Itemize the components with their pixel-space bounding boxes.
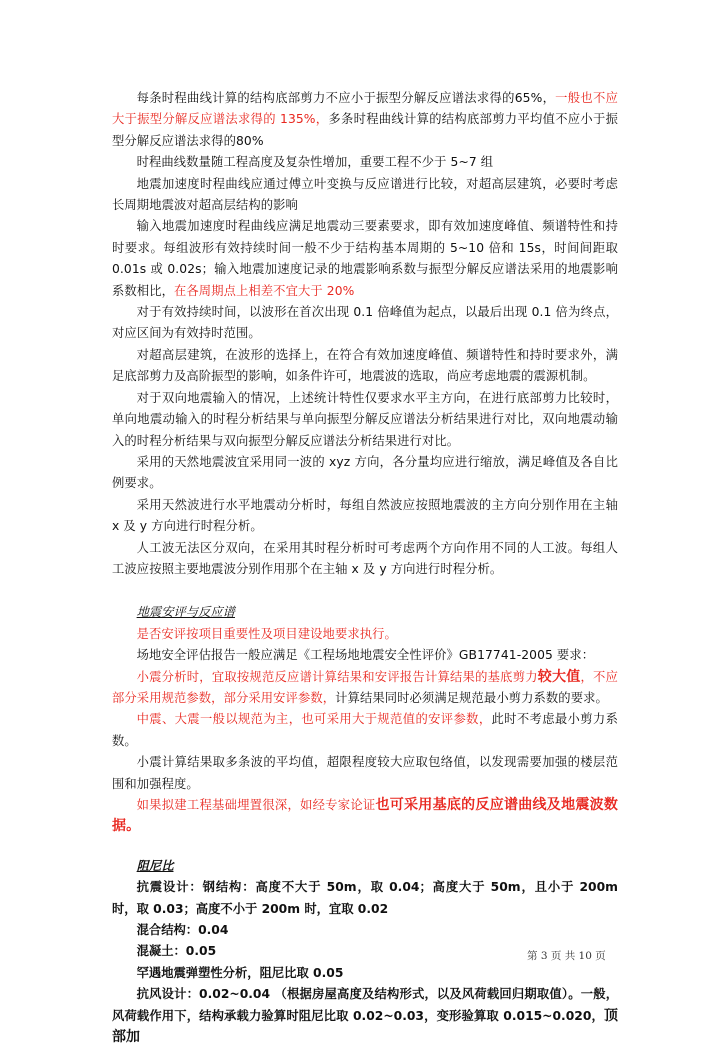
paragraph-wave-selection: 对超高层建筑，在波形的选择上，在符合有效加速度峰值、频谱特性和持时要求外，满足底部剪力及高阶振型的影响，如条件许可，地震波的选取，尚应考虑地震的震源机制。: [112, 347, 618, 384]
text-run: 此时不考虑最小剪力系数。: [112, 712, 618, 748]
paragraph-natural-wave-axis: 采用天然波进行水平地震动分析时，每组自然波应按照地震波的主方向分别作用在主轴 x 及 y 方向进行时程分析。: [112, 497, 618, 534]
paragraph-deep-foundation: [112, 795, 618, 838]
paragraph-artificial-wave: 人工波无法区分双向，在采用其时程分析时可考虑两个方向作用不同的人工波。每组人工波应按照主要地震波分别作用那个在主轴 x 及 y 方向进行时程分析。: [112, 540, 618, 576]
paragraph-duration: 对于有效持续时间，以波形在首次出现 0.1 倍峰值为起点，以最后出现 0.1 倍为终点，对应区间为有效持时范围。: [112, 305, 618, 341]
emphasis-text: 较大值: [537, 668, 581, 685]
highlight-text: ，不应部分采用规范参数，部分采用安评参数，: [112, 669, 618, 705]
paragraph-curve-count: 时程曲线数量随工程高度及复杂性增加，重要工程不少于 5~7 组: [136, 155, 494, 170]
text-run: 多条时程曲线计算的结构底部剪力平均值不应小于振型分解反应谱法求得的80%: [112, 112, 618, 148]
paragraph-wind-design: [112, 984, 618, 1048]
text-run: 抗风设计：0.02~0.04 （根据房屋高度及结构形式，以及风荷载回归期取值）。一般，风荷载作用下，结构承载力验算时阻尼比取 0.02~0.03，变形验算取 0.015~0.020，: [112, 987, 618, 1023]
section-heading-damping-ratio: 阻尼比: [136, 858, 174, 873]
text-run: 输入地震加速度时程曲线应满足地震动三要素要求，即有效加速度峰值、频谱特性和持时要求。每组波形有效持续时间一般不少于结构基本周期的 5~10 倍和 15s，时间间距取 0.01s 或 0.02s；输入地震加速度记录的地震影响系数与振型分解反应谱法采用的地震影响系数相比，: [112, 219, 618, 298]
paragraph-evaluation-requirement: 是否安评按项目重要性及项目建设地要求执行。: [136, 626, 397, 641]
emphasis-text: 也可采用基底的反应谱曲线及地震波数据。: [112, 797, 618, 835]
spacer: [112, 838, 618, 856]
text-run: 每条时程曲线计算的结构底部剪力不应小于振型分解反应谱法求得的65%，: [136, 91, 556, 105]
paragraph-rare-earthquake: 罕遇地震弹塑性分析，阻尼比取 0.05: [136, 965, 344, 980]
paragraph-bidirectional: 对于双向地震输入的情况，上述统计特性仅要求水平主方向，在进行底部剪力比较时，单向地震动输入的时程分析结果与单向振型分解反应谱法分析结果进行对比，双向地震动输入的时程分析结果与双向振型分解反应谱法分析结果进行对比。: [112, 390, 618, 448]
paragraph-small-earthquake: [112, 667, 618, 710]
highlight-text: 一般也不应大于振型分解反应谱法求得的 135%，: [112, 91, 618, 127]
emphasis-text: 顶部加: [112, 1007, 618, 1046]
section-heading-safety-evaluation: 地震安评与反应谱: [136, 605, 235, 620]
paragraph-natural-wave-xyz: 采用的天然地震波宜采用同一波的 xyz 方向，各分量均应进行缩放，满足峰值及各自比例要求。: [112, 454, 618, 491]
highlight-text: 中震、大震一般以规范为主，也可采用大于规范值的安评参数，: [136, 712, 492, 727]
paragraph-concrete: 混凝土：0.05: [136, 944, 217, 959]
page-content: [112, 88, 618, 1048]
paragraph-medium-large-earthquake: [112, 709, 618, 752]
paragraph-seismic-steel: 抗震设计：钢结构：高度不大于 50m，取 0.04；高度大于 50m，且小于 200m 时，取 0.03；高度不小于 200m 时，宜取 0.02: [112, 880, 618, 916]
text-run: 计算结果同时必须满足规范最小剪力系数的要求。: [335, 690, 608, 705]
page-number: 第 3 页 共 10 页: [527, 950, 606, 962]
paragraph-base-shear: [112, 88, 618, 152]
highlight-text: 在各周期点上相差不宜大于 20%: [174, 283, 355, 298]
paragraph-average-envelope: 小震计算结果取多条波的平均值，超限程度较大应取包络值，以发现需要加强的楼层范围和加强程度。: [112, 755, 618, 791]
paragraph-mixed-structure: 混合结构：0.04: [136, 923, 229, 938]
paragraph-report-standard: 场地安全评估报告一般应满足《工程场地地震安全性评价》GB17741-2005 要求：: [136, 648, 595, 663]
paragraph-three-elements: [112, 216, 618, 302]
spacer: [112, 580, 618, 602]
highlight-text: 如果拟建工程基础埋置很深，如经专家论证: [136, 798, 376, 812]
highlight-text: 小震分析时，宜取按规范反应谱计算结果和安评报告计算结果的基底剪力: [136, 669, 538, 684]
paragraph-fourier: 地震加速度时程曲线应通过傅立叶变换与反应谱进行比较，对超高层建筑，必要时考虑长周期地震波对超高层结构的影响: [112, 176, 618, 213]
